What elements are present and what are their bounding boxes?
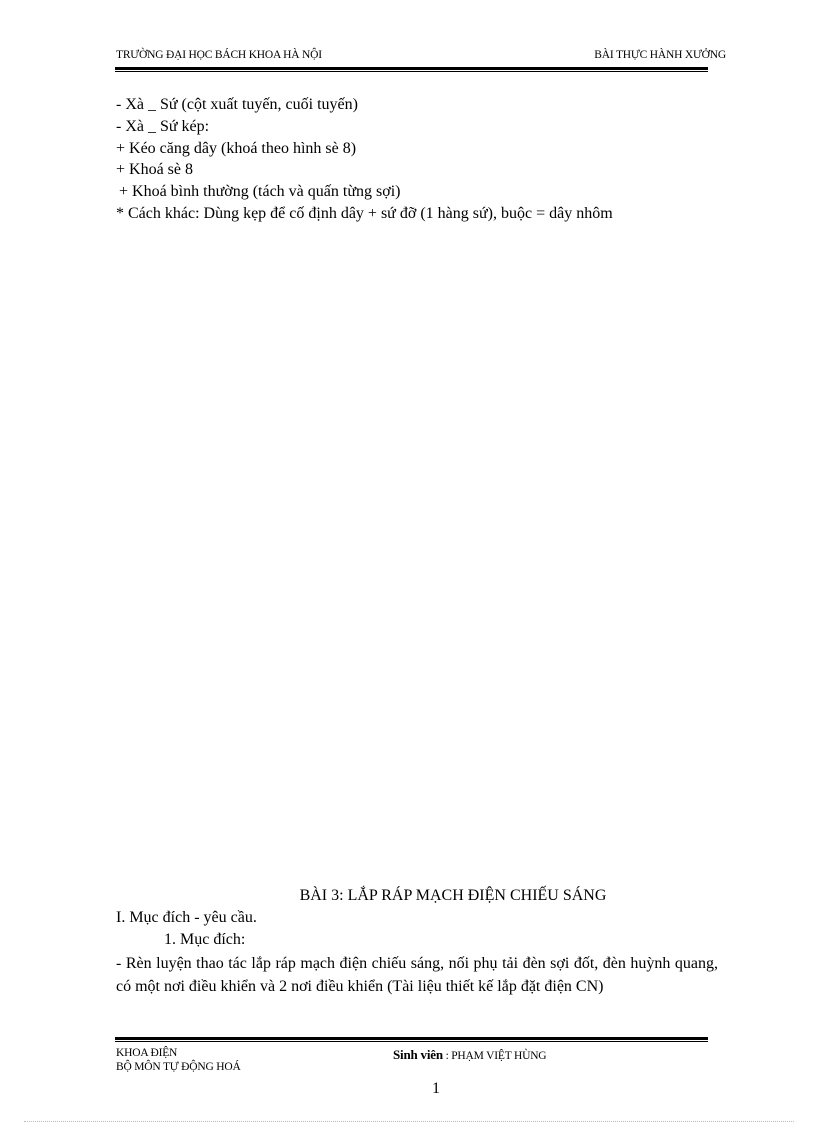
body-line: + Khoá sè 8 <box>116 161 194 178</box>
body-line: - Xà _ Sứ kép: <box>116 118 210 135</box>
page-number: 1 <box>432 1080 440 1097</box>
student-label: Sinh viên <box>393 1047 443 1062</box>
footer-rule <box>115 1037 708 1042</box>
footer-dept: KHOA ĐIỆN <box>116 1047 178 1059</box>
body-line: + Kéo căng dây (khoá theo hình sè 8) <box>116 140 357 157</box>
section-paragraph: - Rèn luyện thao tác lắp ráp mạch điện chiếu sáng, nối phụ tải đèn sợi đốt, đèn huỳnh quang, có một nơi điều khiển và 2 nơi điều khiển (Tài liệu thiết kế lắp đặt điện CN) <box>116 955 718 995</box>
footer-subdept: BỘ MÔN TỰ ĐỘNG HOÁ <box>116 1061 241 1073</box>
header-school: TRƯỜNG ĐẠI HỌC BÁCH KHOA HÀ NỘI <box>116 49 322 61</box>
body-line: * Cách khác: Dùng kẹp để cố định dây + sứ đỡ (1 hàng sứ), buộc = dây nhôm <box>116 205 613 222</box>
body-line: - Xà _ Sứ (cột xuất tuyến, cuối tuyến) <box>116 96 358 113</box>
header-title: BÀI THỰC HÀNH XƯỞNG <box>594 49 726 61</box>
page-edge <box>24 1121 794 1122</box>
header-rule <box>115 67 708 72</box>
section-title: BÀI 3: LẮP RÁP MẠCH ĐIỆN CHIẾU SÁNG <box>299 887 607 904</box>
section-heading: I. Mục đích - yêu cầu. <box>116 909 257 926</box>
student-name: : PHẠM VIỆT HÙNG <box>445 1050 547 1062</box>
subsection-heading: 1. Mục đích: <box>164 931 246 948</box>
body-line: + Khoá bình thường (tách và quấn từng sợi) <box>119 183 401 200</box>
footer-student <box>393 1047 546 1063</box>
